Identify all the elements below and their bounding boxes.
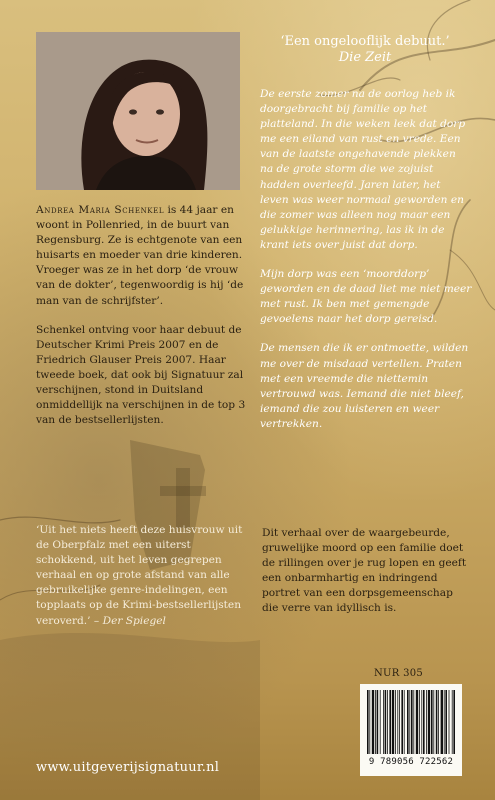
barcode-bar — [449, 690, 450, 754]
press-review — [36, 523, 251, 629]
barcode-bar — [397, 690, 398, 754]
press-review-source: Der Spiegel — [102, 614, 166, 627]
barcode-bars — [366, 690, 456, 754]
excerpt-paragraph-1: De eerste zomer na de oorlog heb ik doorgebracht bij familie op het platteland. In die weken leek dat dorp me een eiland van rust en vrede. Een van de laatste ongehavende plekken na de grote storm die we zojuist hadden overleefd. Jaren later, het leven was weer normaal geworden en die zomer was alleen nog maar een gelukkige herinnering, las ik in de krant iets over juist dat dorp. — [260, 88, 466, 251]
barcode-bar — [380, 690, 381, 754]
author-bio-text: is 44 jaar en woont in Pollenried, in de buurt van Regensburg. Ze is echtgenote van een huisarts en moeder van drie kinderen. Vroeger was ze in het dorp ‘de vrouw van de dokter’, tegenwoordig is hij ‘de man van de schrijfster’. — [36, 204, 244, 307]
barcode-bar — [392, 690, 394, 754]
excerpt-paragraph-3: De mensen die ik er ontmoette, wilden me over de misdaad vertellen. Praten met een vreemde die niettemin vertrouwd was. Iemand die niet bleef, iemand die zou luisteren en weer vertrekken. — [260, 342, 469, 430]
barcode-bar — [389, 690, 391, 754]
barcode-bar — [399, 690, 400, 754]
barcode-bar — [453, 690, 455, 754]
headline-quote-source: Die Zeit — [338, 50, 392, 65]
barcode-bar — [428, 690, 430, 754]
isbn-number: 9 789056 722562 — [368, 757, 454, 767]
author-portrait-illustration — [36, 32, 240, 190]
barcode-bar — [445, 690, 447, 754]
barcode-bar — [438, 690, 439, 754]
barcode-bar — [372, 690, 374, 754]
barcode-bar — [433, 690, 434, 754]
barcode-bar — [395, 690, 396, 754]
press-review-text: ‘Uit het niets heeft deze huisvrouw uit de Oberpfalz met een uiterst schokkend, uit het leven gegrepen verhaal en op grote afstand van alle gebruikelijke genre-indelingen, een topplaats op de Krimi-bestsellerlijsten veroverd.’ – — [36, 524, 243, 627]
nur-code: NUR 305 — [374, 668, 424, 679]
barcode-bar — [421, 690, 422, 754]
author-name: Andrea Maria Schenkel — [36, 204, 165, 216]
barcode-bar — [377, 690, 379, 754]
barcode-bar — [431, 690, 433, 754]
book-excerpt — [260, 87, 472, 446]
barcode-bar — [407, 690, 409, 754]
author-bio — [36, 203, 251, 442]
author-bio-paragraph-1 — [36, 203, 251, 309]
barcode-bar — [404, 690, 405, 754]
barcode-bar — [426, 690, 427, 754]
barcode-bar — [436, 690, 438, 754]
headline-quote — [260, 34, 470, 66]
barcode-bar — [411, 690, 413, 754]
barcode-bar — [409, 690, 410, 754]
author-photo — [36, 32, 240, 190]
barcode-bar — [444, 690, 445, 754]
barcode-bar — [416, 690, 418, 754]
barcode-bar — [401, 690, 403, 754]
barcode-bar — [413, 690, 414, 754]
barcode-bar — [419, 690, 420, 754]
book-blurb: Dit verhaal over de waargebeurde, gruwelijke moord op een familie doet de rillingen over je rug lopen en geeft een onbarmhartig en indringend portret van een dorpsgemeenschap die verre van idyllisch is. — [262, 527, 467, 615]
publisher-url[interactable]: www.uitgeverijsignatuur.nl — [36, 760, 220, 775]
barcode-bar — [423, 690, 425, 754]
barcode-bar — [387, 690, 388, 754]
isbn-barcode — [360, 684, 462, 776]
barcode-bar — [452, 690, 453, 754]
barcode-bar — [369, 690, 370, 754]
barcode-bar — [385, 690, 387, 754]
author-bio-paragraph-2: Schenkel ontving voor haar debuut de Deutscher Krimi Preis 2007 en de Friedrich Glauser Preis 2007. Haar tweede boek, dat ook bij Signatuur zal verschijnen, stond in Duitsland onmiddellijk na verschijnen in de top 3 van de bestsellerlijsten. — [36, 323, 246, 427]
excerpt-paragraph-2: Mijn dorp was een ‘moorddorp’ geworden en de daad liet me niet meer met rust. Ik ben met gemengde gevoelens naar het dorp gereisd. — [260, 268, 472, 326]
barcode-bar — [367, 690, 369, 754]
barcode-bar — [383, 690, 384, 754]
headline-quote-text: ‘Een ongelooflijk debuut.’ — [280, 34, 450, 49]
barcode-bar — [441, 690, 443, 754]
barcode-bar — [375, 690, 376, 754]
